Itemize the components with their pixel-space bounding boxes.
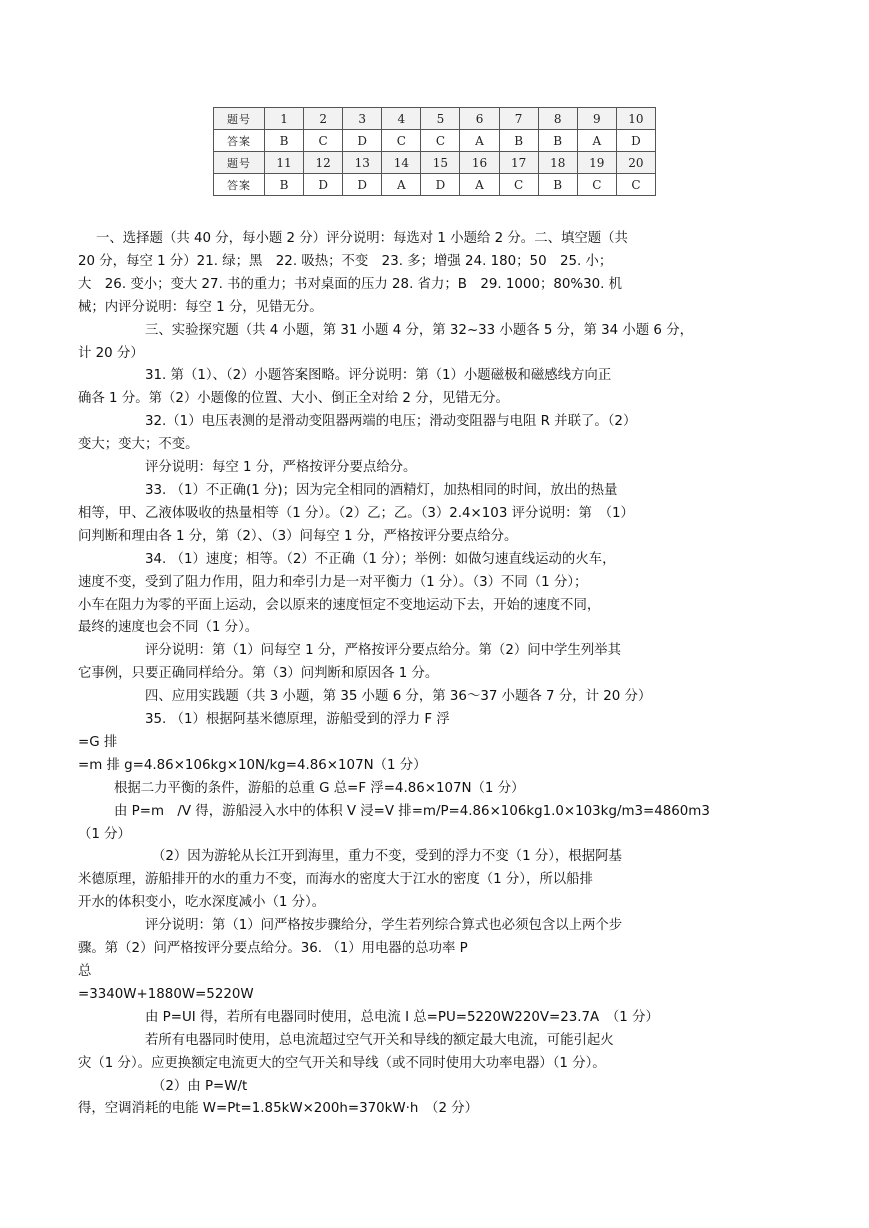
table-cell: D [343, 130, 382, 152]
text-line: 灾（1 分）。应更换额定电流更大的空气开关和导线（或不同时使用大功率电器）（1 分）。 [78, 1055, 606, 1071]
table-cell: 3 [343, 108, 382, 130]
table-cell: C [421, 130, 460, 152]
table-cell: 8 [538, 108, 577, 130]
text-line: 相等，甲、乙液体吸收的热量相等（1 分）。（2）乙；乙。（3）2.4×103 评分说明：第 （1） [78, 505, 634, 521]
text-line: 由 P=m /V 得，游船浸入水中的体积 V 浸=V 排=m/P=4.86×106kg1.0×103kg/m3=4860m3 [114, 803, 710, 819]
text-line: 总 [78, 964, 92, 979]
text-line: 33. （1）不正确(1 分)；因为完全相同的酒精灯，加热相同的时间，放出的热量 [145, 482, 618, 498]
table-cell: B [499, 130, 538, 152]
row-header-cell: 题号 [214, 152, 265, 174]
table-cell: B [538, 174, 577, 196]
table-cell: C [382, 130, 421, 152]
table-cell: C [577, 174, 616, 196]
table-cell: D [616, 130, 655, 152]
text-line: 评分说明：每空 1 分，严格按评分要点给分。 [145, 460, 417, 476]
table-cell: D [421, 174, 460, 196]
table-cell: 10 [616, 108, 655, 130]
table-cell: D [304, 174, 343, 196]
text-line: 它事例，只要正确同样给分。第（3）问判断和原因各 1 分。 [78, 666, 439, 682]
text-line: 大 26. 变小；变大 27. 书的重力；书对桌面的压力 28. 省力；B 29. 1000；80%30. 机 [78, 276, 623, 292]
table-cell: 13 [343, 152, 382, 174]
text-line: 得，空调消耗的电能 W=Pt=1.85kW×200h=370kW·h （2 分） [78, 1101, 479, 1117]
table-cell: 5 [421, 108, 460, 130]
table-row [214, 130, 656, 152]
text-line: =3340W+1880W=5220W [78, 986, 254, 1002]
text-line: 开水的体积变小，吃水深度减小（1 分）。 [78, 895, 326, 911]
text-line: 若所有电器同时使用，总电流超过空气开关和导线的额定最大电流，可能引起火 [145, 1032, 614, 1048]
text-line: 由 P=UI 得，若所有电器同时使用，总电流 I 总=PU=5220W220V=23.7A （1 分） [145, 1009, 659, 1025]
table-cell: 12 [304, 152, 343, 174]
table-cell: A [577, 130, 616, 152]
text-line: 评分说明：第（1）问每空 1 分，严格按评分要点给分。第（2）问中学生列举其 [145, 643, 621, 659]
row-header-cell: 题号 [214, 108, 265, 130]
table-cell: 2 [304, 108, 343, 130]
table-cell: 9 [577, 108, 616, 130]
text-line: 计 20 分） [78, 345, 144, 361]
text-line: 确各 1 分。第（2）小题像的位置、大小、倒正全对给 2 分，见错无分。 [78, 391, 509, 407]
table-cell: 19 [577, 152, 616, 174]
table-cell: 14 [382, 152, 421, 174]
table-cell: B [265, 130, 304, 152]
answer-explanation-text [78, 228, 790, 1121]
table-cell: B [538, 130, 577, 152]
text-line: =G 排 [78, 734, 118, 750]
text-line: 32.（1）电压表测的是滑动变阻器两端的电压；滑动变阻器与电阻 R 并联了。（2） [145, 414, 637, 430]
table-cell: 1 [265, 108, 304, 130]
table-cell: 15 [421, 152, 460, 174]
table-cell: 20 [616, 152, 655, 174]
table-row [214, 108, 656, 130]
text-line: 35. （1）根据阿基米德原理，游船受到的浮力 F 浮 [145, 712, 450, 728]
table-cell: 16 [460, 152, 499, 174]
text-line: 械；内评分说明：每空 1 分，见错无分。 [78, 299, 323, 315]
text-line: 一、选择题（共 40 分，每小题 2 分）评分说明：每选对 1 小题给 2 分。二、填空题（共 [96, 231, 628, 246]
text-line: 小车在阻力为零的平面上运动，会以原来的速度恒定不变地运动下去，开始的速度不同， [78, 597, 601, 613]
table-cell: A [460, 174, 499, 196]
row-header-cell: 答案 [214, 130, 265, 152]
table-cell: C [616, 174, 655, 196]
table-cell: C [499, 174, 538, 196]
row-header-cell: 答案 [214, 174, 265, 196]
text-line: （2）因为游轮从长江开到海里，重力不变，受到的浮力不变（1 分），根据阿基 [152, 849, 622, 865]
table-cell: 18 [538, 152, 577, 174]
text-line: 评分说明：第（1）问严格按步骤给分，学生若列综合算式也必须包含以上两个步 [145, 918, 623, 934]
text-line: 问判断和理由各 1 分，第（2）、（3）问每空 1 分，严格按评分要点给分。 [78, 528, 518, 544]
text-line: 根据二力平衡的条件，游船的总重 G 总=F 浮=4.86×107N（1 分） [114, 780, 525, 796]
text-line: 三、实验探究题（共 4 小题，第 31 小题 4 分，第 32~33 小题各 5 分，第 34 小题 6 分， [145, 322, 693, 338]
table-cell: 17 [499, 152, 538, 174]
text-line: =m 排 g=4.86×106kg×10N/kg=4.86×107N（1 分） [78, 757, 427, 773]
table-cell: A [382, 174, 421, 196]
table-cell: D [343, 174, 382, 196]
text-line: 最终的速度也会不同（1 分）。 [78, 620, 259, 636]
table-row [214, 152, 656, 174]
table-cell: A [460, 130, 499, 152]
text-line: 31. 第（1）、（2）小题答案图略。评分说明：第（1）小题磁极和磁感线方向正 [145, 368, 612, 384]
text-line: （2）由 P=W/t [152, 1078, 248, 1094]
table-row [214, 174, 656, 196]
table-cell: C [304, 130, 343, 152]
text-line: 速度不变，受到了阻力作用，阻力和牵引力是一对平衡力（1 分）。（3）不同（1 分）； [78, 574, 588, 590]
table-cell: 11 [265, 152, 304, 174]
text-line: 骤。第（2）问严格按评分要点给分。36. （1）用电器的总功率 P [78, 941, 468, 957]
table-cell: 7 [499, 108, 538, 130]
table-cell: 4 [382, 108, 421, 130]
answer-key-table [213, 107, 656, 196]
text-line: （1 分） [78, 826, 131, 842]
table-cell: B [265, 174, 304, 196]
table-cell: 6 [460, 108, 499, 130]
text-line: 四、应用实践题（共 3 小题，第 35 小题 6 分，第 36～37 小题各 7 分，计 20 分） [145, 689, 652, 705]
text-line: 米德原理，游船排开的水的重力不变，而海水的密度大于江水的密度（1 分），所以船排 [78, 872, 593, 888]
text-line: 变大；变大；不变。 [78, 437, 199, 453]
text-line: 20 分，每空 1 分）21. 绿；黑 22. 吸热；不变 23. 多；增强 24. 180；50 25. 小； [78, 253, 613, 269]
text-line: 34. （1）速度；相等。（2）不正确（1 分）；举例：如做匀速直线运动的火车， [145, 551, 616, 567]
